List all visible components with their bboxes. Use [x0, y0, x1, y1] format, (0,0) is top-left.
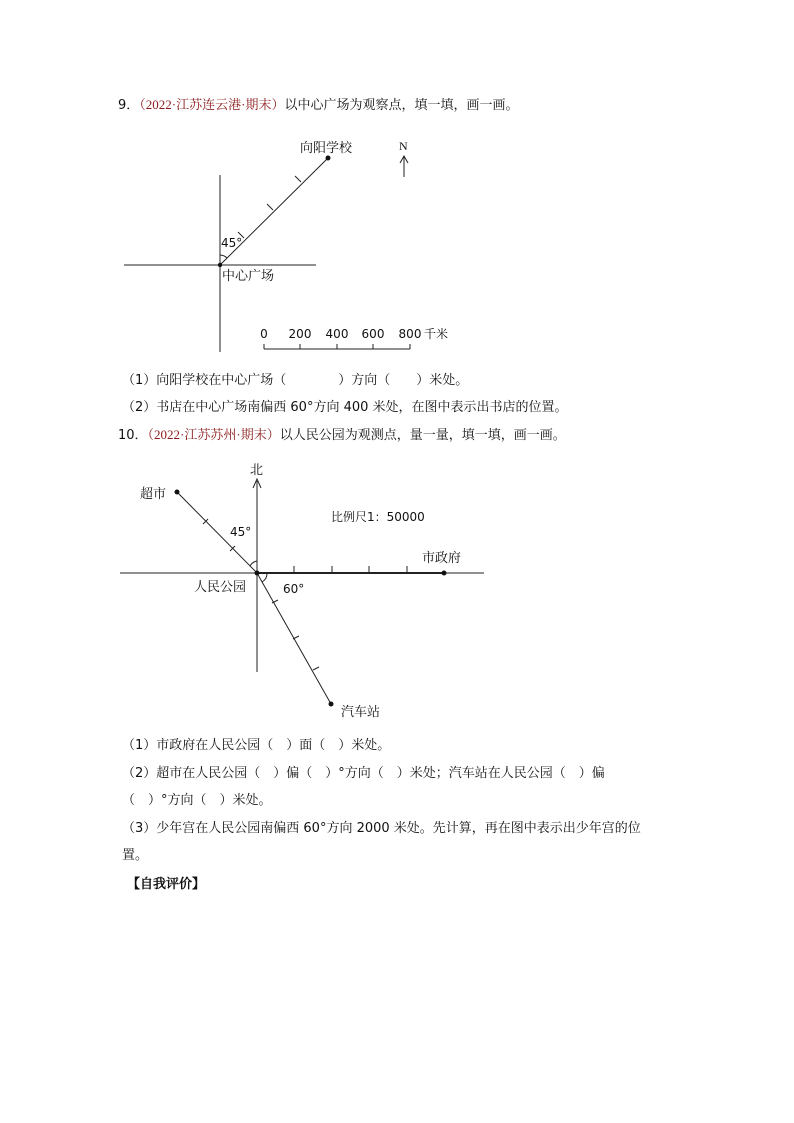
q9-school-label: 向阳学校 [300, 141, 353, 156]
q9-number: 9． [118, 98, 140, 113]
q10-sub2-line2: （ ）°方向（ ）米处。 [122, 793, 272, 808]
q9-center-point [218, 263, 222, 267]
q10-sub1: （1）市政府在人民公园（ ）面（ ）米处。 [122, 738, 391, 753]
self-eval-heading: 【自我评价】 [127, 877, 206, 892]
q9-ray-tick [295, 176, 301, 182]
q10-bus-point [329, 702, 334, 707]
q9-ray-tick [267, 204, 273, 210]
q10-number: 10． [118, 428, 148, 443]
q10-title [118, 426, 566, 445]
q9-center-label: 中心广场 [222, 269, 275, 284]
q10-park-label: 人民公园 [194, 580, 247, 595]
q9-angle-arc [220, 255, 227, 258]
q9-scale-unit: 千米 [424, 327, 449, 341]
q10-scale-text: 比例尺1：50000 [331, 510, 425, 524]
q10-sub2-line1: （2）超市在人民公园（ ）偏（ ）°方向（ ）米处；汽车站在人民公园（ ）偏 [122, 766, 605, 781]
q10-stem: 以人民公园为观测点，量一量，填一填，画一画。 [279, 428, 566, 443]
q9-stem: 以中心广场为观察点，填一填，画一画。 [284, 98, 519, 113]
q10-angle60-label: 60° [283, 582, 305, 596]
q10-park-point [255, 571, 260, 576]
q9-source: （2022·江苏连云港·期末） [139, 97, 285, 112]
q9-scale-tick-label: 600 [361, 327, 385, 341]
q10-bus-tick [313, 667, 319, 670]
q9-school-point [326, 156, 331, 161]
q10-source: （2022·江苏苏州·期末） [147, 427, 280, 442]
q10-sub3-line1: （3）少年宫在人民公园南偏西 60°方向 2000 米处。先计算，再在图中表示出少年宫的位 [122, 821, 641, 836]
q10-north-label: 北 [250, 463, 264, 478]
q10-angle45-label: 45° [230, 525, 252, 539]
q9-scale-tick-label: 800 [398, 327, 422, 341]
q9-sub1: （1）向阳学校在中心广场（ ）方向（ ）米处。 [122, 373, 469, 388]
q10-supermarket-label: 超市 [140, 487, 167, 502]
q9-sub2: （2）书店在中心广场南偏西 60°方向 400 米处，在图中表示出书店的位置。 [122, 400, 568, 415]
q9-scale-tick-label: 200 [288, 327, 312, 341]
q9-scale-tick-label: 0 [260, 327, 268, 341]
q10-angle45-arc [250, 561, 257, 566]
q9-north-label: N [399, 139, 408, 153]
q10-sub3-line2: 置。 [122, 848, 149, 863]
q10-supermarket-point [175, 490, 180, 495]
q9-figure [0, 0, 794, 380]
q10-government-point [442, 571, 447, 576]
q10-angle60-arc [262, 573, 267, 582]
q9-angle-label: 45° [221, 236, 243, 250]
q10-government-label: 市政府 [422, 551, 462, 566]
q10-bus-label: 汽车站 [341, 705, 381, 720]
q10-figure [0, 450, 794, 730]
q9-scale-tick-label: 400 [325, 327, 349, 341]
